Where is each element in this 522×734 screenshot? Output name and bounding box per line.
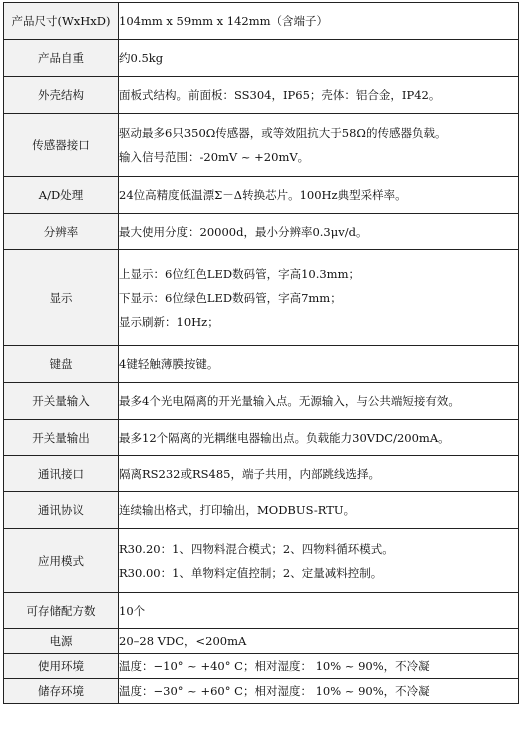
spec-label: 电源 xyxy=(4,629,119,654)
spec-value xyxy=(119,679,519,704)
spec-row xyxy=(4,629,519,654)
spec-label: 传感器接口 xyxy=(4,114,119,177)
spec-label: 外壳结构 xyxy=(4,77,119,114)
spec-row xyxy=(4,529,519,593)
spec-label: 开关量输入 xyxy=(4,383,119,420)
spec-value xyxy=(119,629,519,654)
spec-label: 开关量输出 xyxy=(4,420,119,456)
spec-value-line: 驱动最多6只350Ω传感器，或等效阻抗大于58Ω的传感器负载。 xyxy=(119,126,447,140)
spec-value xyxy=(119,529,519,593)
spec-row xyxy=(4,77,519,114)
spec-value-line: 24位高精度低温漂Σ－Δ转换芯片。100Hz典型采样率。 xyxy=(119,188,407,202)
spec-value-line: 104mm x 59mm x 142mm（含端子） xyxy=(119,14,329,28)
spec-table xyxy=(3,2,519,704)
spec-label: 产品尺寸(WxHxD) xyxy=(4,3,119,40)
spec-value-line: 最多4个光电隔离的开光量输入点。无源输入，与公共端短接有效。 xyxy=(119,394,460,408)
spec-value xyxy=(119,114,519,177)
spec-value xyxy=(119,492,519,529)
spec-value xyxy=(119,40,519,77)
spec-value-line: 10个 xyxy=(119,603,146,618)
spec-row xyxy=(4,114,519,177)
spec-value-line: R30.20：1、四物料混合模式；2、四物料循环模式。 xyxy=(119,541,394,556)
spec-row xyxy=(4,3,519,40)
spec-value xyxy=(119,346,519,383)
spec-value-line: 连续输出格式，打印输出，MODBUS-RTU。 xyxy=(119,503,356,517)
spec-value xyxy=(119,654,519,679)
spec-value xyxy=(119,177,519,214)
spec-value-line: R30.00：1、单物料定值控制；2、定量减料控制。 xyxy=(119,565,383,580)
spec-row xyxy=(4,346,519,383)
spec-row xyxy=(4,40,519,77)
spec-label: 显示 xyxy=(4,250,119,346)
spec-value xyxy=(119,593,519,629)
spec-label: 分辨率 xyxy=(4,214,119,250)
spec-value-line: 下显示：6位绿色LED数码管，字高7mm； xyxy=(119,290,342,305)
spec-row xyxy=(4,456,519,492)
spec-row xyxy=(4,214,519,250)
spec-value xyxy=(119,3,519,40)
spec-value-line: 温度：−30° ~ +60° C；相对湿度： 10% ~ 90%，不冷凝 xyxy=(119,684,430,698)
spec-row xyxy=(4,593,519,629)
spec-value-line: 最多12个隔离的光耦继电器输出点。负载能力30VDC/200mA。 xyxy=(119,430,450,445)
spec-value-line: 隔离RS232或RS485，端子共用，内部跳线选择。 xyxy=(119,466,380,481)
spec-value-line: 4键轻触薄膜按键。 xyxy=(119,357,219,371)
spec-value-line: 约0.5kg xyxy=(119,51,164,65)
spec-label: 产品自重 xyxy=(4,40,119,77)
spec-value-line: 20–28 VDC，<200mA xyxy=(119,634,247,648)
spec-value xyxy=(119,214,519,250)
spec-row xyxy=(4,654,519,679)
spec-row xyxy=(4,177,519,214)
spec-row xyxy=(4,383,519,420)
spec-label: 可存储配方数 xyxy=(4,593,119,629)
spec-value-line: 输入信号范围：-20mV ~ +20mV。 xyxy=(119,150,310,164)
spec-label: 通讯接口 xyxy=(4,456,119,492)
spec-value-line: 显示刷新：10Hz； xyxy=(119,314,219,329)
spec-value-line: 温度：−10° ~ +40° C；相对湿度： 10% ~ 90%，不冷凝 xyxy=(119,659,430,673)
spec-row xyxy=(4,679,519,704)
spec-value-line: 面板式结构。前面板：SS304，IP65；壳体：铝合金，IP42。 xyxy=(119,88,441,102)
spec-value xyxy=(119,250,519,346)
spec-label: 储存环境 xyxy=(4,679,119,704)
spec-row xyxy=(4,492,519,529)
spec-value-line: 最大使用分度：20000d，最小分辨率0.3μv/d。 xyxy=(119,224,368,239)
spec-label: 使用环境 xyxy=(4,654,119,679)
spec-sheet xyxy=(3,2,519,704)
spec-label: A/D处理 xyxy=(4,177,119,214)
spec-value xyxy=(119,420,519,456)
spec-label: 应用模式 xyxy=(4,529,119,593)
spec-value xyxy=(119,77,519,114)
spec-value xyxy=(119,456,519,492)
spec-label: 通讯协议 xyxy=(4,492,119,529)
spec-value xyxy=(119,383,519,420)
spec-value-line: 上显示：6位红色LED数码管，字高10.3mm； xyxy=(119,266,360,281)
spec-label: 键盘 xyxy=(4,346,119,383)
spec-row xyxy=(4,420,519,456)
spec-row xyxy=(4,250,519,346)
